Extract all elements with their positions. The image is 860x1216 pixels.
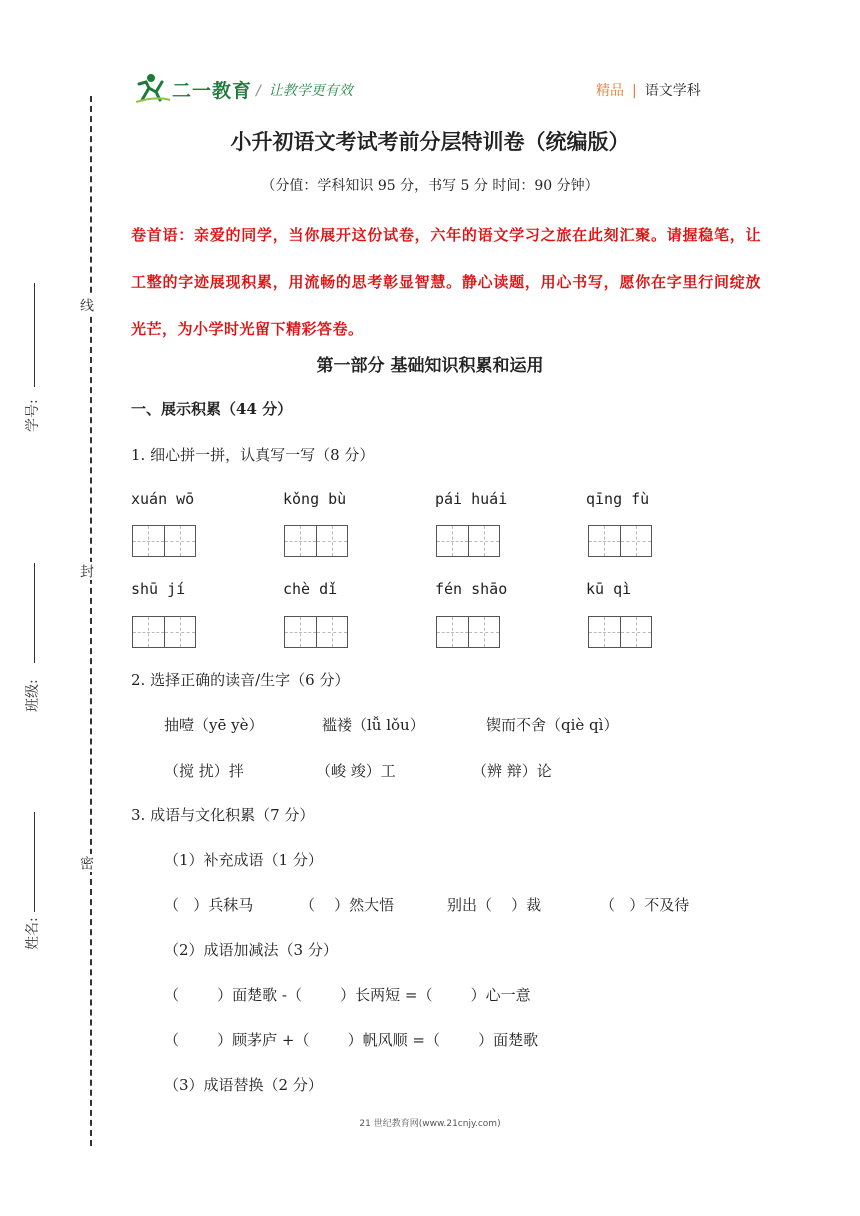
pinyin-8: kū qì (586, 580, 632, 598)
class-line (34, 563, 35, 663)
tag-separator: | (632, 83, 637, 99)
q2-item: （辨 辩）论 (472, 762, 552, 780)
writing-grid[interactable] (436, 525, 500, 557)
name-label: 姓名: (25, 917, 41, 950)
writing-grid[interactable] (284, 525, 348, 557)
footer-source: 21 世纪教育网(www.21cnjy.com) (359, 1119, 501, 1129)
q2-item: （峻 竣）工 (316, 762, 396, 780)
pinyin-7: fén shāo (435, 580, 508, 598)
section-title: 一、展示积累（44 分） (131, 400, 293, 418)
pinyin-1: xuán wō (131, 490, 195, 508)
class-label: 班级: (25, 679, 41, 712)
question-1-title: 1. 细心拼一拼，认真写一写（8 分） (131, 446, 375, 464)
pinyin-6: chè dǐ (283, 580, 338, 598)
writing-grid[interactable] (588, 616, 652, 648)
idiom-math-line[interactable]: （ ）顾茅庐 +（ ）帆风顺 =（ ）面楚歌 (164, 1031, 539, 1049)
idiom-blank[interactable]: （ ）然大悟 (300, 896, 395, 914)
exam-info: （分值：学科知识 95 分，书写 5 分 时间：90 分钟） (261, 178, 599, 194)
slogan-text: 让教学更有效 (268, 83, 353, 99)
pinyin-3: pái huái (435, 490, 508, 508)
writing-grid[interactable] (132, 525, 196, 557)
binding-mark-seal: 封 (78, 564, 94, 578)
idiom-blank[interactable]: 别出（ ）裁 (447, 896, 542, 914)
writing-grid[interactable] (588, 525, 652, 557)
header-subject (596, 80, 701, 100)
subject-label: 语文学科 (644, 83, 701, 99)
slogan-separator: / (256, 83, 261, 99)
name-line (34, 812, 35, 912)
writing-grid[interactable] (132, 616, 196, 648)
part-title: 第一部分 基础知识积累和运用 (316, 356, 544, 376)
binding-mark-secret: 密 (78, 856, 94, 870)
pinyin-4: qīng fù (586, 490, 650, 508)
student-id-label: 学号: (25, 399, 41, 432)
q2-item: （搅 扰）拌 (164, 762, 244, 780)
q3-sub3-title: （3）成语替换（2 分） (164, 1076, 323, 1094)
question-3-title: 3. 成语与文化积累（7 分） (131, 806, 315, 824)
pinyin-2: kǒng bù (283, 490, 347, 508)
foreword: 卷首语：亲爱的同学，当你展开这份试卷，六年的语文学习之旅在此刻汇聚。请握稳笔，让工整的字迹展现积累，用流畅的思考彰显智慧。静心读题，用心书写，愿你在字里行间绽放光芒，为小学时光留下精彩答卷。 (131, 226, 761, 338)
writing-grid[interactable] (284, 616, 348, 648)
q3-sub1-title: （1）补充成语（1 分） (164, 851, 323, 869)
pinyin-5: shū jí (131, 580, 186, 598)
page-title: 小升初语文考试考前分层特训卷（统编版） (230, 129, 630, 154)
binding-dashed-line (90, 96, 92, 1146)
idiom-blank[interactable]: （ ）不及待 (600, 896, 690, 914)
q2-item: 锲而不舍（qiè qì） (486, 716, 619, 734)
idiom-math-line[interactable]: （ ）面楚歌 -（ ）长两短 =（ ）心一意 (164, 986, 531, 1004)
logo-text: 二一教育 (172, 80, 253, 102)
binding-mark-line: 线 (78, 298, 94, 312)
question-2-title: 2. 选择正确的读音/生字（6 分） (131, 671, 350, 689)
writing-grid[interactable] (436, 616, 500, 648)
q3-sub2-title: （2）成语加减法（3 分） (164, 941, 338, 959)
quality-tag: 精品 (596, 83, 624, 99)
idiom-blank[interactable]: （ ）兵秣马 (164, 896, 254, 914)
slogan (256, 80, 353, 100)
q2-item: 抽噎（yē yè） (164, 716, 264, 734)
q2-item: 褴褛（lǚ lǒu） (322, 716, 425, 734)
